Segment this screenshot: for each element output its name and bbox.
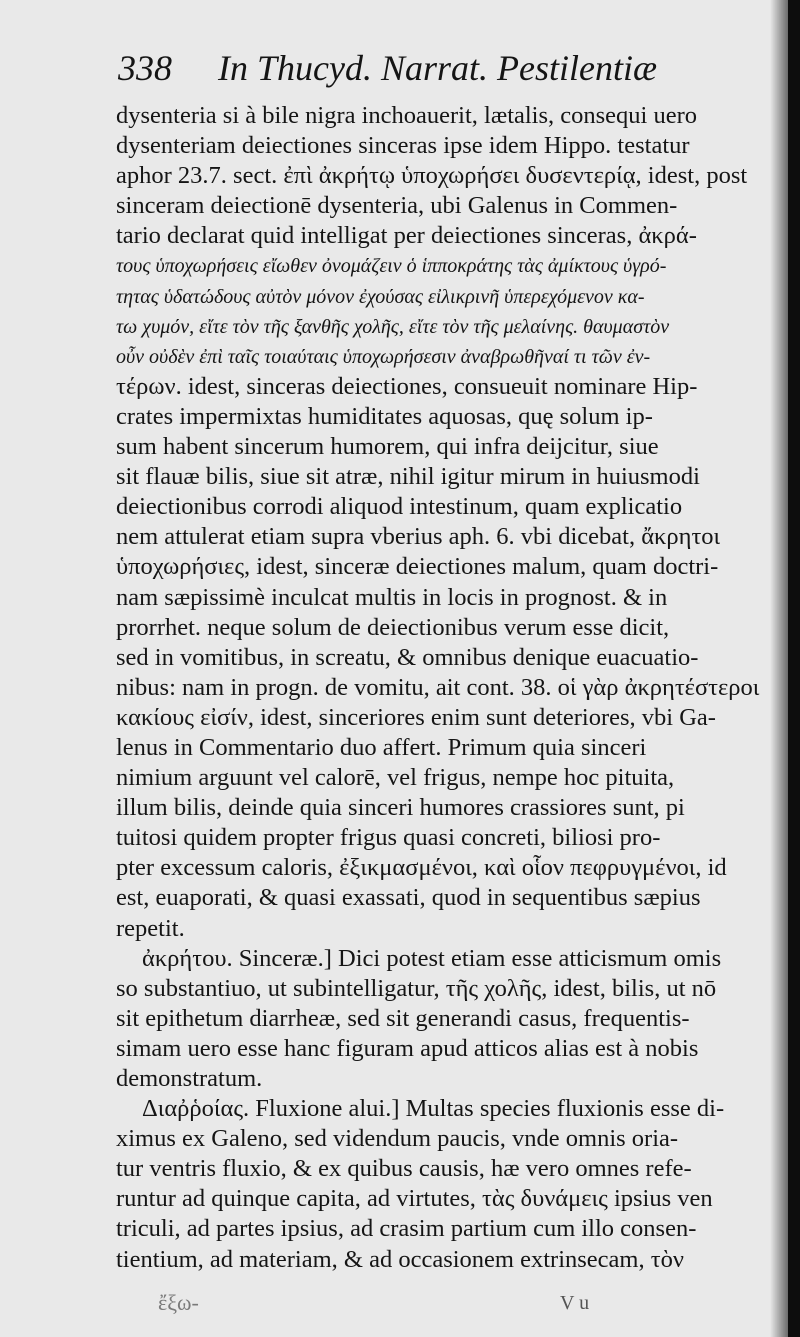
text-block [116, 101, 766, 1275]
greek-text-line: τω χυμόν, εἴτε τὸν τῆς ξανθῆς χολῆς, εἴτε τὸν τῆς μελαίνης. θαυμαστὸν [116, 315, 670, 338]
text-line: pter excessum caloris, ἐξικμασμένοι, καὶ οἷον πεφρυγμένοι, id [116, 854, 727, 882]
running-title: In Thucyd. Narrat. Pestilentiæ [218, 48, 657, 88]
text-line: tur ventris fluxio, & ex quibus causis, hæ vero omnes refe- [116, 1155, 692, 1183]
text-line: sit flauæ bilis, siue sit atræ, nihil igitur mirum in huiusmodi [116, 463, 700, 491]
greek-text-line: τους ὑποχωρήσεις εἴωθεν ὀνομάζειν ὁ ἱπποκράτης τὰς ἀμίκτους ὑγρό- [116, 255, 667, 278]
lemma-line: Διαῤῥοίας. Fluxione alui.] Multas species fluxionis esse di- [142, 1095, 725, 1123]
text-line: sit epithetum diarrheæ, sed sit generandi casus, frequentis- [116, 1004, 690, 1032]
text-line: tuitosi quidem propter frigus quasi concreti, biliosi pro- [116, 824, 661, 852]
text-line: lenus in Commentario duo affert. Primum quia sinceri [116, 733, 647, 761]
greek-text-line: οὖν οὐδὲν ἐπὶ ταῖς τοιαύταις ὑποχωρήσεσιν ἀναβρωθῆναί τι τῶν ἐν- [116, 345, 651, 368]
text-line: aphor 23.7. sect. ἐπὶ ἀκρήτῳ ὑποχωρήσει δυσεντερίᾳ, idest, post [116, 162, 748, 190]
text-line: prorrhet. neque solum de deiectionibus verum esse dicit, [116, 613, 670, 641]
text-line: repetit. [116, 914, 185, 942]
text-line: κακίους εἰσίν, idest, sinceriores enim sunt deteriores, vbi Ga- [116, 703, 716, 731]
text-line: so substantiuo, ut subintelligatur, τῆς χολῆς, idest, bilis, ut nō [116, 974, 717, 1002]
text-line: triculi, ad partes ipsius, ad crasim partium cum illo consen- [116, 1215, 697, 1243]
text-line: sinceram deiectionē dysenteria, ubi Galenus in Commen- [116, 192, 678, 220]
text-line: simam uero esse hanc figuram apud atticos alias est à nobis [116, 1034, 699, 1062]
signature-mark: V u [560, 1292, 590, 1314]
page-number: 338 [118, 48, 172, 88]
lemma-line: ἀκρήτου. Sinceræ.] Dici potest etiam esse atticismum omis [142, 944, 722, 972]
text-line: sum habent sincerum humorem, qui infra deijcitur, siue [116, 433, 659, 461]
text-line: tientium, ad materiam, & ad occasionem extrinsecam, τὸν [116, 1245, 684, 1273]
page-edge [788, 0, 800, 1337]
catchword: ἔξω- [158, 1290, 199, 1315]
text-line: sed in vomitibus, in screatu, & omnibus denique euacuatio- [116, 643, 699, 671]
text-line: illum bilis, deinde quia sinceri humores crassiores sunt, pi [116, 794, 685, 822]
text-line: nimium arguunt vel calorē, vel frigus, nempe hoc pituita, [116, 764, 675, 792]
text-line: tario declarat quid intelligat per deiectiones sinceras, ἀκρά- [116, 222, 697, 250]
text-line: runtur ad quinque capita, ad virtutes, τὰς δυνάμεις ipsius ven [116, 1185, 713, 1213]
text-line: ὑποχωρήσιες, idest, sinceræ deiectiones malum, quam doctri- [116, 553, 719, 581]
text-line: nibus: nam in progn. de vomitu, ait cont. 38. οἱ γὰρ ἀκρητέστεροι [116, 673, 760, 701]
text-line: est, euaporati, & quasi exassati, quod in sequentibus sæpius [116, 884, 701, 912]
running-head [118, 42, 758, 94]
greek-text-line: τητας ὑδατώδους αὐτὸν μόνον ἐχούσας εἰλικρινῆ ὑπερεχόμενον κα- [116, 285, 645, 308]
text-line: ximus ex Galeno, sed videndum paucis, vnde omnis oria- [116, 1125, 679, 1153]
text-line: nem attulerat etiam supra vberius aph. 6. vbi dicebat, ἄκρητοι [116, 523, 721, 551]
text-line: dysenteria si à bile nigra inchoauerit, lætalis, consequi uero [116, 102, 698, 129]
text-line: deiectionibus corrodi aliquod intestinum, quam explicatio [116, 493, 683, 521]
text-line: dysenteriam deiectiones sinceras ipse idem Hippo. testatur [116, 132, 690, 160]
text-line: demonstratum. [116, 1065, 263, 1092]
text-line: τέρων. idest, sinceras deiectiones, consueuit nominare Hip- [116, 372, 698, 400]
text-line: nam sæpissimè inculcat multis in locis in prognost. & in [116, 583, 668, 611]
text-line: crates impermixtas humiditates aquosas, quę solum ip- [116, 402, 653, 430]
